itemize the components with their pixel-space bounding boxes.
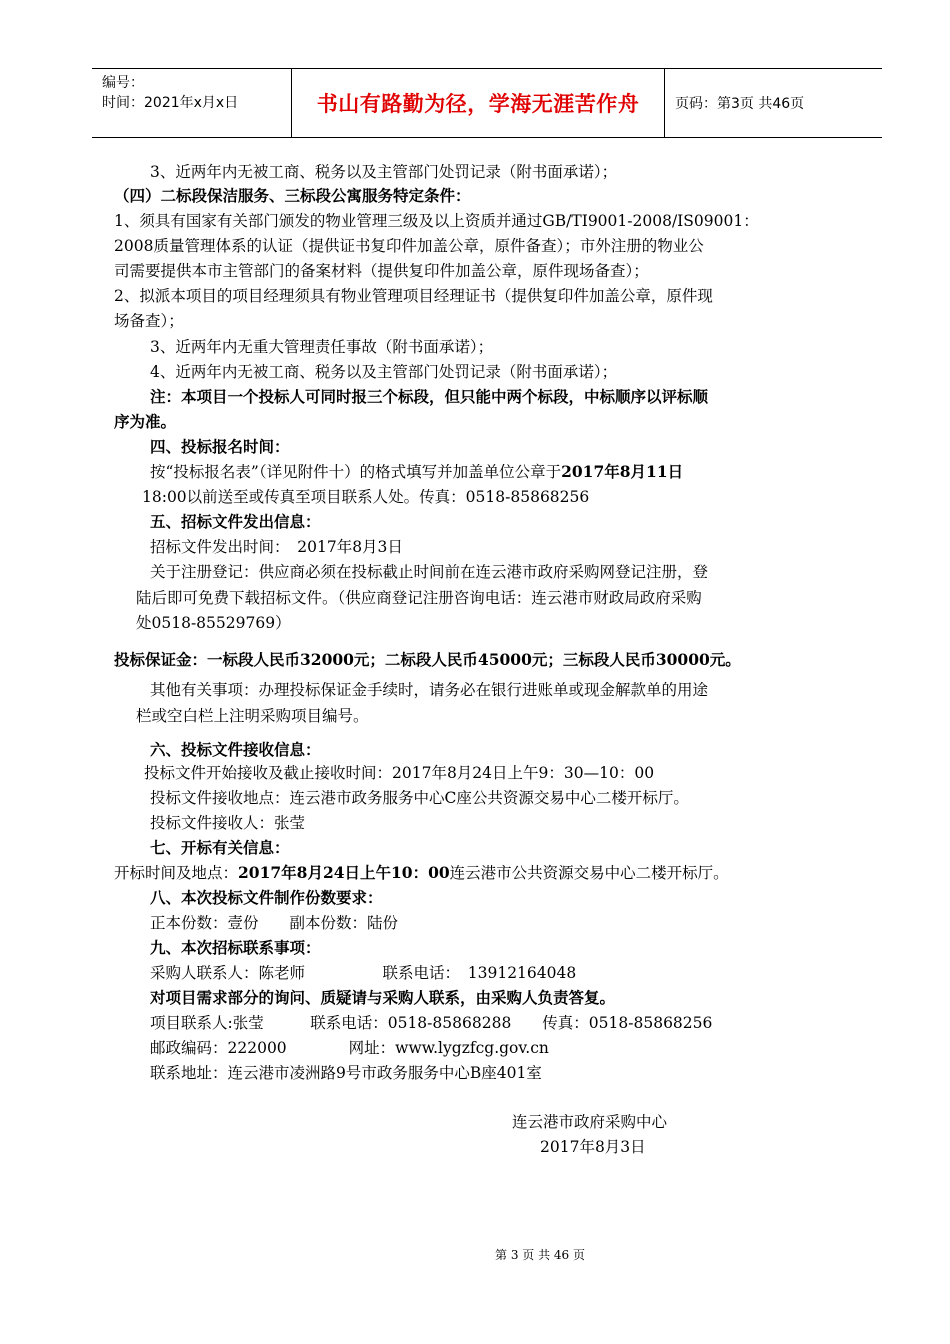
header-meta [92, 69, 292, 137]
section-heading: 五、招标文件发出信息： [150, 512, 321, 531]
text-line: 处0518-85529769） [136, 614, 291, 632]
text-line: 正本份数：壹份 副本份数：陆份 [150, 914, 399, 932]
header-motto: 书山有路勤为径，学海无涯苦作舟 [292, 69, 665, 137]
text-line: 栏或空白栏上注明采购项目编号。 [136, 707, 369, 725]
text-line: 项目联系人:张莹 联系电话：0518-85868288 传真：0518-85868256 [150, 1014, 713, 1032]
text-line: 18:00以前送至或传真至项目联系人处。传真：0518-85868256 [142, 488, 590, 506]
opening-line [114, 861, 729, 885]
doc-number-label: 编号： [102, 75, 144, 91]
page-footer: 第 3 页 共 46 页 [495, 1248, 585, 1262]
text-line: 联系地址：连云港市凌洲路9号市政务服务中心B座401室 [150, 1064, 542, 1082]
text-line: 投标文件接收人：张莹 [150, 814, 306, 832]
text-line: 2、拟派本项目的项目经理须具有物业管理项目经理证书（提供复印件加盖公章，原件现 [114, 287, 713, 305]
doc-time-label: 时间：2021年x月x日 [102, 95, 239, 111]
note-line: 序为准。 [114, 412, 177, 431]
section-heading: 六、投标文件接收信息： [150, 740, 321, 759]
text-line: 2008质量管理体系的认证（提供证书复印件加盖公章，原件备查）；市外注册的物业公 [114, 237, 704, 255]
signature-date: 2017年8月3日 [540, 1138, 646, 1156]
text-line: 招标文件发出时间： 2017年8月3日 [150, 538, 403, 556]
inquiry-note: 对项目需求部分的询问、质疑请与采购人联系，由采购人负责答复。 [150, 988, 616, 1007]
registration-line [150, 460, 683, 484]
text-line: 其他有关事项：办理投标保证金手续时，请务必在银行进账单或现金解款单的用途 [150, 681, 709, 699]
text-line: 4、近两年内无被工商、税务以及主管部门处罚记录（附书面承诺）； [150, 363, 618, 381]
section-heading: 八、本次投标文件制作份数要求： [150, 888, 383, 907]
page-header [92, 68, 882, 138]
text-line: 关于注册登记：供应商必须在投标截止时间前在连云港市政府采购网登记注册，登 [150, 563, 709, 581]
section-heading: 七、开标有关信息： [150, 838, 290, 857]
registration-date: 2017年8月11日 [561, 462, 684, 481]
text-line: 投标文件接收地点：连云港市政务服务中心C座公共资源交易中心二楼开标厅。 [150, 789, 689, 807]
header-page-number: 页码：第3页 共46页 [675, 96, 805, 112]
text-line: 采购人联系人：陈老师 联系电话： 13912164048 [150, 964, 577, 982]
text-line: 3、近两年内无被工商、税务以及主管部门处罚记录（附书面承诺）； [150, 163, 618, 181]
opening-label: 开标时间及地点： [114, 864, 239, 882]
text-line: 陆后即可免费下载招标文件。（供应商登记注册咨询电话：连云港市财政局政府采购 [136, 589, 702, 607]
section-heading: （四）二标段保洁服务、三标段公寓服务特定条件： [114, 186, 471, 205]
text-line: 1、须具有国家有关部门颁发的物业管理三级及以上资质并通过GB/TI9001-2008/IS09001： [114, 212, 759, 230]
text-line: 3、近两年内无重大管理责任事故（附书面承诺）； [150, 338, 494, 356]
opening-place: 连云港市公共资源交易中心二楼开标厅。 [449, 864, 729, 882]
text-line: 司需要提供本市主管部门的备案材料（提供复印件加盖公章，原件现场备查）； [114, 262, 649, 280]
section-heading: 四、投标报名时间： [150, 437, 290, 456]
section-heading: 九、本次招标联系事项： [150, 938, 321, 957]
deposit-line: 投标保证金：一标段人民币32000元；二标段人民币45000元；三标段人民币30000元。 [114, 650, 741, 669]
signature-org: 连云港市政府采购中心 [512, 1113, 668, 1131]
note-line: 注：本项目一个投标人可同时报三个标段，但只能中两个标段，中标顺序以评标顺 [150, 387, 709, 406]
text-line: 场备查）； [114, 312, 184, 330]
registration-text: 按“投标报名表”（详见附件十）的格式填写并加盖单位公章于 [150, 463, 562, 481]
opening-time: 2017年8月24日上午10：00 [238, 863, 450, 882]
text-line: 投标文件开始接收及截止接收时间：2017年8月24日上午9：30—10：00 [144, 764, 655, 782]
text-line: 邮政编码：222000 网址：www.lygzfcg.gov.cn [150, 1039, 549, 1057]
